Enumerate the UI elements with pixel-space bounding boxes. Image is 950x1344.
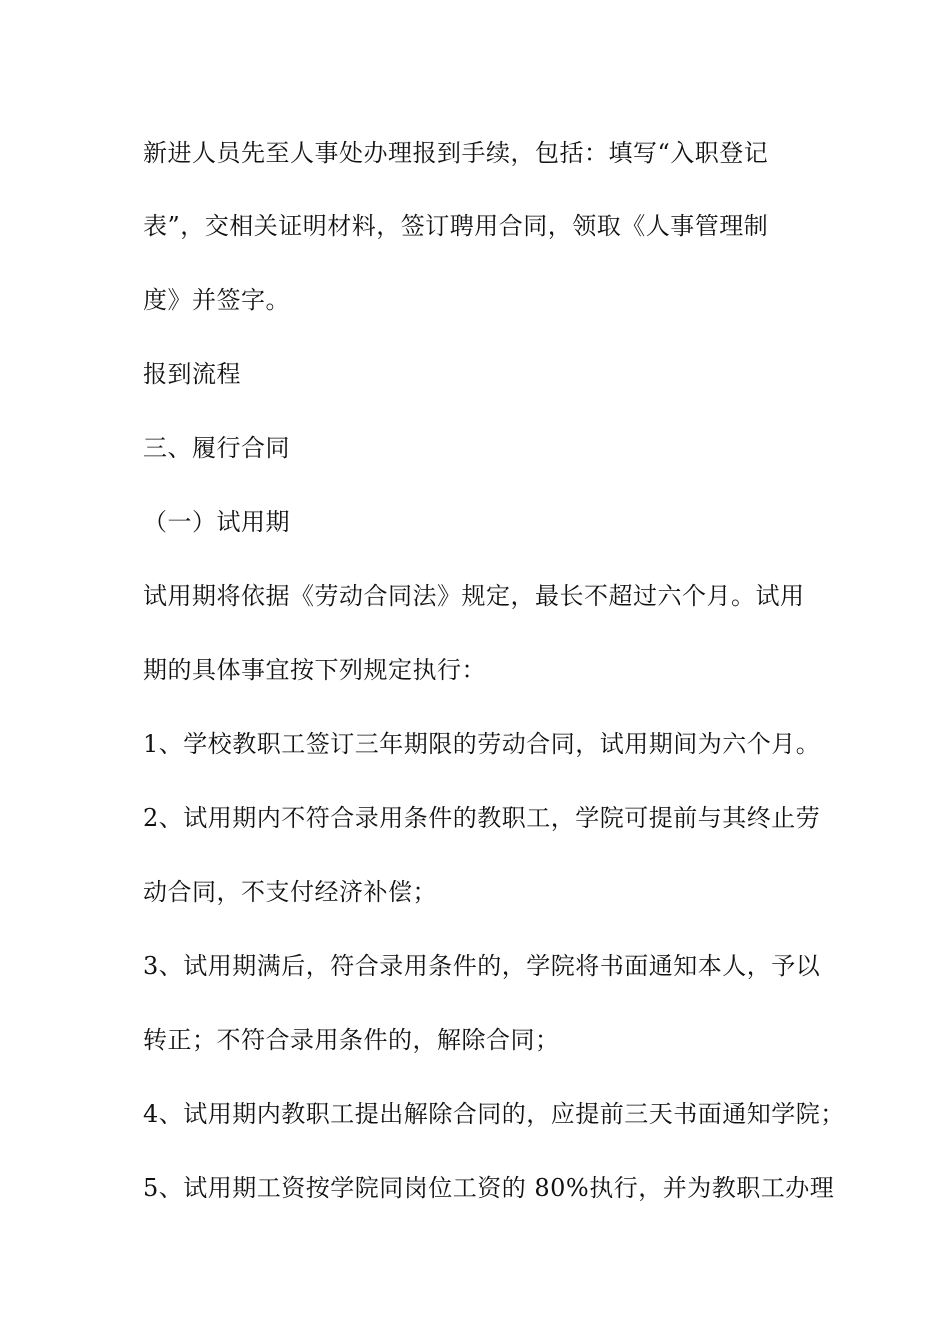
probation-subheading: （一）试用期 [143,508,290,536]
rule-2-line-2: 动合同，不支付经济补偿； [143,878,437,906]
rule-3-line-2: 转正；不符合录用条件的，解除合同； [143,1026,560,1054]
intake-procedure-line-2: 表”，交相关证明材料，签订聘用合同，领取《人事管理制 [143,212,769,240]
registration-process-heading: 报到流程 [143,360,241,388]
rule-2-line-1: 2、试用期内不符合录用条件的教职工，学院可提前与其终止劳 [143,804,821,832]
intake-procedure-line-3: 度》并签字。 [143,286,290,314]
probation-intro-line-1: 试用期将依据《劳动合同法》规定，最长不超过六个月。试用 [143,582,805,610]
rule-5-line-1: 5、试用期工资按学院同岗位工资的 80%执行，并为教职工办理 [143,1174,835,1202]
rule-3-line-1: 3、试用期满后，符合录用条件的，学院将书面通知本人，予以 [143,952,821,980]
section-three-heading: 三、履行合同 [143,434,290,462]
rule-4-line-1: 4、试用期内教职工提出解除合同的，应提前三天书面通知学院； [143,1100,845,1128]
probation-intro-line-2: 期的具体事宜按下列规定执行： [143,656,486,684]
intake-procedure-line-1: 新进人员先至人事处办理报到手续，包括：填写“入职登记 [143,139,769,167]
rule-1-line-1: 1、学校教职工签订三年期限的劳动合同，试用期间为六个月。 [143,730,821,758]
